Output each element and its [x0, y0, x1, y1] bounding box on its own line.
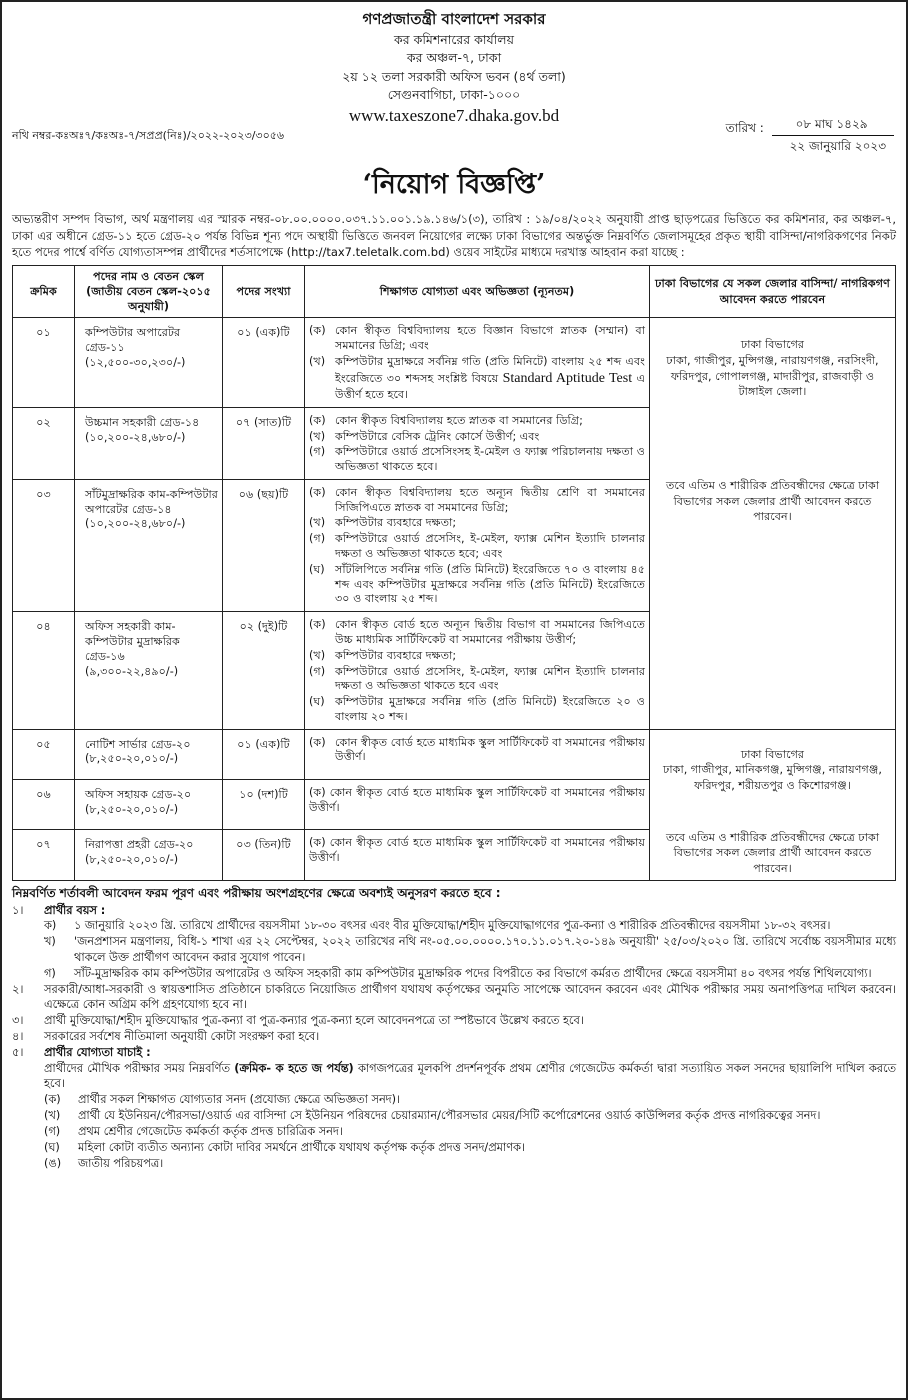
subitem-marker: খ)	[44, 935, 56, 949]
document-text: প্রথম শ্রেণীর গেজেটেড কর্মকর্তা কর্তৃক প্রদত্ত চারিত্রিক সনদ।	[78, 1124, 343, 1138]
item-text: কম্পিউটারে বেসিক ট্রেনিং কোর্সে উত্তীর্ণ; এবং	[335, 429, 540, 443]
qualification-item	[309, 414, 645, 429]
row-post: অফিস সহকারী কাম-কম্পিউটার মুদ্রাক্ষরিক গ্রেড-১৬ (৯,৩০০-২২,৪৯০/-)	[75, 612, 223, 729]
condition-paragraph	[12, 1061, 896, 1093]
eligibility-group-2	[650, 729, 896, 880]
document-item	[12, 1092, 896, 1108]
condition-item	[12, 1013, 896, 1029]
item-text: কোন স্বীকৃত বোর্ড হতে অন্যূন দ্বিতীয় বিভাগ বা সমমানের জিপিএতে উচ্চ মাধ্যমিক সার্টিফিকেট বা সমমানের পরীক্ষায় উত্তীর্ণ;	[335, 618, 645, 646]
item-marker: (খ)	[309, 354, 326, 368]
row-count: ০১ (এক)টি	[223, 729, 305, 779]
row-serial: ০৬	[13, 779, 75, 829]
row-qualification	[305, 830, 650, 880]
document-marker: (গ)	[44, 1124, 61, 1138]
condition-number: ৩।	[12, 1014, 24, 1028]
row-qualification	[305, 318, 650, 408]
document-marker: (খ)	[44, 1109, 61, 1123]
row-post: কম্পিউটার অপারেটর গ্রেড-১১ (১২,৫০০-৩০,২৩০/-)	[75, 318, 223, 408]
item-marker: (খ)	[309, 648, 326, 662]
row-serial: ০২	[13, 407, 75, 479]
row-count: ০৭ (সাত)টি	[223, 407, 305, 479]
condition-item	[12, 1045, 896, 1061]
row-post: সাঁটমুদ্রাক্ষরিক কাম-কম্পিউটার অপারেটর গ্রেড-১৪ (১০,২০০-২৪,৬৮০/-)	[75, 479, 223, 611]
notice-title: ‘নিয়োগ বিজ্ঞপ্তি’	[362, 169, 546, 201]
condition-text: সরকারের সর্বশেষ নীতিমালা অনুযায়ী কোটা সংরক্ষণ করা হবে।	[44, 1030, 320, 1043]
subitem-text: সাঁট-মুদ্রাক্ষরিক কাম কম্পিউটার অপারেটর ও অফিস সহকারী কাম কম্পিউটার মুদ্রাক্ষরিক পদের বিপরীতে কর বিভাগে কর্মরত প্রার্থীদের ক্ষেত্রে বয়সসীমা ৪০ বৎসর পর্যন্ত শিথিলযোগ্য।	[74, 966, 872, 980]
condition-number: ৫।	[12, 1045, 24, 1059]
memo-number: নথি নম্বর-কঃঅঃ৭/কঃঅঃ-৭/সপ্রপ্র(নিঃ)/২০২২-২০২৩/৩০৫৬	[12, 129, 285, 143]
item-marker: (ক)	[309, 485, 326, 499]
item-text: কম্পিউটারে ওয়ার্ড প্রসেসিং, ই-মেইল, ফ্যাক্স মেশিন ইত্যাদি চালনার দক্ষতা ও অভিজ্ঞতা থাকতে হবে; এবং	[335, 532, 645, 561]
item-text: (ক) কোন স্বীকৃত বোর্ড হতে মাধ্যমিক স্কুল সার্টিফিকেট বা সমমানের পরীক্ষায় উত্তীর্ণ।	[309, 785, 645, 814]
document-item	[12, 1108, 896, 1124]
document-text: মহিলা কোটা ব্যতীত অন্যান্য কোটা দাবির সমর্থনে প্রার্থীকে যথাযথ কর্তৃপক্ষ কর্তৃক প্রদত্ত সনদ/প্রমাণক।	[78, 1140, 525, 1154]
row-post: উচ্চমান সহকারী গ্রেড-১৪ (১০,২০০-২৪,৬৮০/-)	[75, 407, 223, 479]
row-serial: ০৩	[13, 479, 75, 611]
office-name: কর কমিশনারের কার্যালয়	[394, 31, 514, 47]
qualification-item	[309, 618, 645, 648]
condition-text: প্রার্থী মুক্তিযোদ্ধা/শহীদ মুক্তিযোদ্ধার পুত্র-কন্যা বা পুত্র-কন্যার পুত্র-কন্যা হলে আবেদনপত্রে তা স্পষ্টভাবে উল্লেখ করতে হবে।	[44, 1014, 584, 1028]
table-row	[13, 729, 896, 779]
document-item	[12, 1156, 896, 1172]
condition-number: ১।	[12, 903, 24, 917]
item-text: সাঁটলিপিতে সর্বনিম্ন গতি (প্রতি মিনিটে) ইংরেজিতে ৭০ ও বাংলায় ৪৫ শব্দ এবং কম্পিউটার মুদ্রাক্ষরে সর্বনিম্ন গতি (প্রতি মিনিটে) ইংরেজিতে ৩০ ও বাংলায় ২৫ শব্দ।	[335, 562, 645, 606]
row-count: ০৩ (তিন)টি	[223, 830, 305, 880]
item-text: কোন স্বীকৃত বোর্ড হতে মাধ্যমিক স্কুল সার্টিফিকেট বা সমমানের পরীক্ষায় উত্তীর্ণ।	[335, 735, 645, 764]
condition-subitem	[12, 966, 896, 982]
item-text-part: এ উত্তীর্ণ হতে হবে।	[335, 371, 645, 402]
item-text: কোন স্বীকৃত বিশ্ববিদ্যালয় হতে বিজ্ঞান বিভাগে স্নাতক (সম্মান) বা সমমানের ডিগ্রি; এবং	[335, 324, 645, 352]
qualification-item	[309, 836, 645, 866]
table-header-row	[13, 265, 896, 317]
date-gregorian: ২২ জানুয়ারি ২০২৩	[789, 139, 886, 154]
qualification-item	[309, 649, 645, 664]
row-qualification	[305, 779, 650, 829]
qualification-item	[309, 324, 645, 354]
condition-subitem	[12, 934, 896, 966]
row-serial: ০৫	[13, 729, 75, 779]
item-marker: (ক)	[309, 735, 326, 749]
row-qualification	[305, 407, 650, 479]
item-text	[335, 355, 645, 403]
item-text: (ক) কোন স্বীকৃত বোর্ড হতে মাধ্যমিক স্কুল সার্টিফিকেট বা সমমানের পরীক্ষায় উত্তীর্ণ।	[309, 836, 645, 865]
qualification-item	[309, 430, 645, 445]
row-post: অফিস সহায়ক গ্রেড-২০ (৮,২৫০-২০,০১০/-)	[75, 779, 223, 829]
col-eligibility: ঢাকা বিভাগের যে সকল জেলার বাসিন্দা/ নাগরিকগণ আবেদন করতে পারবেন	[650, 265, 896, 317]
item-marker: (খ)	[309, 429, 326, 443]
col-post: পদের নাম ও বেতন স্কেল (জাতীয় বেতন স্কেল-২০১৫ অনুযায়ী)	[75, 265, 223, 317]
conditions-list	[12, 903, 896, 1172]
col-count: পদের সংখ্যা	[223, 265, 305, 317]
eligibility-note: তবে এতিম ও শারীরিক প্রতিবন্ধীদের ক্ষেত্রে ঢাকা বিভাগের সকল জেলার প্রার্থী আবেদন করতে পারবেন।	[665, 830, 880, 875]
row-serial: ০১	[13, 318, 75, 408]
item-marker: (ক)	[309, 618, 326, 632]
item-text: কম্পিউটারে ওয়ার্ড প্রসেসিং, ই-মেইল, ফ্যাক্স মেশিন ইত্যাদি চালনার দক্ষতা ও অভিজ্ঞতা থাকতে হবে এবং	[335, 664, 645, 693]
condition-item	[12, 982, 896, 1014]
qualification-item	[309, 516, 645, 531]
document-text: জাতীয় পরিচয়পত্র।	[78, 1156, 164, 1170]
col-serial: ক্রমিক	[13, 265, 75, 317]
item-text: কম্পিউটার ব্যবহারে দক্ষতা;	[335, 516, 457, 530]
subitem-text: 'জনপ্রশাসন মন্ত্রণালয়, বিধি-১ শাখা এর ২২ সেপ্টেম্বর, ২০২২ তারিখের নথি নং-০৫.০০.০০০০.১৭০.১১.০১৭.২০-১৪৯ অনুযায়ী' ২৫/০৩/২০২০ খ্রি. তারিখে সর্বোচ্চ বয়সসীমার মধ্যে থাকলে উক্ত প্রার্থীগণ আবেদন করার সুযোগ পাবেন।	[74, 935, 896, 964]
item-text-part: কম্পিউটার মুদ্রাক্ষরে সর্বনিম্ন গতি (প্রতি মিনিটে) বাংলায় ২৫ শব্দ এবং ইংরেজিতে ৩০ শব্দসহ সংশ্লিষ্ট বিষয়ে	[335, 354, 645, 385]
item-text: কম্পিউটার মুদ্রাক্ষরে সর্বনিম্ন গতি (প্রতি মিনিটে) ইংরেজিতে ২০ ও বাংলায় ২০ শব্দ।	[335, 695, 645, 723]
eligibility-note: তবে এতিম ও শারীরিক প্রতিবন্ধীদের ক্ষেত্রে ঢাকা বিভাগের সকল জেলার প্রার্থী আবেদন করতে পারবেন।	[665, 478, 880, 524]
condition-title: প্রার্থীর যোগ্যতা যাচাই :	[44, 1045, 151, 1059]
subitem-marker: ক)	[44, 919, 57, 933]
item-marker: (খ)	[309, 516, 326, 530]
qualification-item	[309, 786, 645, 816]
item-text: কোন স্বীকৃত বিশ্ববিদ্যালয় হতে স্নাতক বা সমমানের ডিগ্রি;	[335, 413, 583, 427]
document-text: প্রার্থীর সকল শিক্ষাগত যোগ্যতার সনদ (প্রযোজ্য ক্ষেত্রে অভিজ্ঞতা সনদ)।	[78, 1093, 401, 1107]
building-address: ২য় ১২ তলা সরকারী অফিস ভবন (৪র্থ তলা)	[342, 68, 566, 84]
item-marker: (ক)	[309, 324, 326, 338]
posts-table	[12, 265, 896, 881]
row-count: ১০ (দশ)টি	[223, 779, 305, 829]
document-marker: (ঘ)	[44, 1140, 60, 1154]
subitem-text: ১ জানুয়ারি ২০২৩ খ্রি. তারিখে প্রার্থীদের বয়সসীমা ১৮-৩০ বৎসর এবং বীর মুক্তিযোদ্ধা/শহীদ মুক্তিযোদ্ধাগণের পুত্র-কন্যা ও শারীরিক প্রতিবন্ধীদের বয়সসীমা ১৮-৩২ বৎসর।	[74, 919, 831, 933]
area-address: সেগুনবাগিচা, ঢাকা-১০০০	[387, 87, 521, 103]
reference-row	[12, 117, 896, 167]
qualification-item	[309, 486, 645, 516]
condition-text: সরকারী/আধা-সরকারী ও স্বায়ত্তশাসিত প্রতিষ্ঠানে চাকরিতে নিয়োজিত প্রার্থীগণ যথাযথ কর্তৃপক্ষের অনুমতি সাপেক্ষে আবেদন করবেন এবং মৌখিক পরীক্ষার সময় অনাপত্তিপত্র দাখিল করবেন। এক্ষেত্রে কোন অগ্রিম কপি গ্রহণযোগ্য হবে না।	[44, 982, 896, 1012]
row-count: ০২ (দুই)টি	[223, 612, 305, 729]
website-url: www.taxeszone7.dhaka.gov.bd	[348, 105, 560, 125]
eligibility-division: ঢাকা বিভাগের	[740, 338, 805, 352]
document-marker: (ক)	[44, 1093, 61, 1107]
date-block	[725, 117, 894, 155]
intro-paragraph: অভ্যন্তরীণ সম্পদ বিভাগ, অর্থ মন্ত্রণালয় এর স্মারক নম্বর-০৮.০০.০০০০.০৩৭.১১.০০১.১৯.১৪৬/১(৩), তারিখ : ১৯/০৪/২০২২ অনুযায়ী প্রাপ্ত ছাড়পত্রের ভিত্তিতে কর কমিশনার, কর অঞ্চল-৭, ঢাকা এর অধীনে গ্রেড-১১ হতে গ্রেড-২০ পর্যন্ত বিভিন্ন শূন্য পদে অস্থায়ী ভিত্তিতে জনবল নিয়োগের লক্ষ্যে ঢাকা বিভাগের অন্তর্ভুক্ত নিম্নবর্ণিত জেলাসমূহের প্রকৃত স্থায়ী বাসিন্দা/নাগরিকগণের নিকট হতে পদের পার্শ্বে বর্ণিত যোগ্যতাসম্পন্ন প্রার্থীদের শর্তসাপেক্ষে (http://tax7.teletalk.com.bd) ওয়েব সাইটের মাধ্যমে দরখাস্ত আহবান করা যাচ্ছে :	[12, 211, 896, 260]
row-serial: ০৭	[13, 830, 75, 880]
row-qualification	[305, 479, 650, 611]
item-text: কম্পিউটার ব্যবহারে দক্ষতা;	[335, 648, 457, 662]
condition-item	[12, 1029, 896, 1045]
condition-number: ২।	[12, 982, 24, 996]
paragraph-bold: (ক্রমিক- ক হতে জ পর্যন্ত)	[234, 1061, 354, 1075]
date-bangla: ০৮ মাঘ ১৪২৯	[772, 117, 894, 136]
row-qualification	[305, 612, 650, 729]
eligibility-division: ঢাকা বিভাগের	[740, 747, 805, 761]
condition-subitem	[12, 918, 896, 934]
qualification-item	[309, 532, 645, 562]
row-post: নিরাপত্তা প্রহরী গ্রেড-২০ (৮,২৫০-২০,০১০/-)	[75, 830, 223, 880]
item-marker: (গ)	[309, 532, 326, 546]
condition-number: ৪।	[12, 1030, 24, 1043]
qualification-item	[309, 445, 645, 475]
eligibility-districts: ঢাকা, গাজীপুর, মুন্সিগঞ্জ, নারায়ণগঞ্জ, নরসিংদী, ফরিদপুর, গোপালগঞ্জ, মাদারীপুর, রাজবাড়ী ও টাঙ্গাইল জেলা।	[666, 353, 879, 399]
document-item	[12, 1140, 896, 1156]
row-serial: ০৪	[13, 612, 75, 729]
item-marker: (গ)	[309, 445, 326, 459]
item-marker: (গ)	[309, 664, 326, 678]
table-row	[13, 318, 896, 408]
row-qualification	[305, 729, 650, 779]
aptitude-test-name: Standard Aptitude Test	[502, 370, 633, 386]
paragraph-part: প্রার্থীদের মৌখিক পরীক্ষার সময় নিম্নবর্ণিত	[44, 1061, 230, 1075]
eligibility-districts: ঢাকা, গাজীপুর, মানিকগঞ্জ, মুন্সিগঞ্জ, নারায়ণগঞ্জ, ফরিদপুর, শরীয়তপুর ও কিশোরগঞ্জ।	[663, 763, 882, 792]
subitem-marker: গ)	[44, 966, 56, 980]
col-qualification: শিক্ষাগত যোগ্যতা এবং অভিজ্ঞতা (ন্যূনতম)	[305, 265, 650, 317]
paragraph-part: কাগজপত্রের মূলকপি প্রদর্শনপূর্বক প্রথম শ্রেণীর গেজেটেড কর্মকর্তা দ্বারা সত্যায়িত সকল সনদের ছায়ালিপি দাখিল করতে হবে।	[44, 1061, 897, 1091]
condition-item	[12, 903, 896, 919]
document-text: প্রার্থী যে ইউনিয়ন/পৌরসভা/ওয়ার্ড এর বাসিন্দা সে ইউনিয়ন পরিষদের চেয়ারম্যান/পৌরসভার মেয়র/সিটি কর্পোরেশনের ওয়ার্ড কাউন্সিলর কর্তৃক প্রদত্ত নাগরিকত্বের সনদ।	[78, 1109, 821, 1123]
date-label: তারিখ :	[725, 121, 764, 136]
item-text: কোন স্বীকৃত বিশ্ববিদ্যালয় হতে অন্যূন দ্বিতীয় শ্রেণি বা সমমানের সিজিপিএতে স্নাতক বা সমমানের ডিগ্রি;	[335, 485, 645, 514]
document-item	[12, 1124, 896, 1140]
qualification-item	[309, 563, 645, 607]
qualification-item	[309, 665, 645, 695]
eligibility-group-1	[650, 318, 896, 729]
conditions-heading: নিম্নবর্ণিত শর্তাবলী আবেদন ফরম পূরণ এবং পরীক্ষায় অংশগ্রহণের ক্ষেত্রে অবশ্যই অনুসরণ করতে হবে :	[12, 885, 501, 900]
item-marker: (ঘ)	[309, 562, 325, 576]
item-marker: (ঘ)	[309, 695, 325, 709]
govt-name: গণপ্রজাতন্ত্রী বাংলাদেশ সরকার	[362, 10, 546, 28]
qualification-item	[309, 695, 645, 725]
item-marker: (ক)	[309, 413, 326, 427]
row-count: ০৬ (ছয়)টি	[223, 479, 305, 611]
zone-name: কর অঞ্চল-৭, ঢাকা	[406, 50, 502, 66]
condition-title: প্রার্থীর বয়স :	[44, 903, 106, 917]
row-post: নোটিশ সার্ভার গ্রেড-২০ (৮,২৫০-২০,০১০/-)	[75, 729, 223, 779]
row-count: ০১ (এক)টি	[223, 318, 305, 408]
letterhead	[12, 10, 896, 127]
qualification-item	[309, 355, 645, 403]
item-text: কম্পিউটারে ওয়ার্ড প্রসেসিংসহ ই-মেইল ও ফ্যাক্স পরিচালনায় দক্ষতা ও অভিজ্ঞতা থাকতে হবে।	[335, 445, 645, 474]
document-marker: (ঙ)	[44, 1156, 62, 1170]
qualification-item	[309, 736, 645, 766]
